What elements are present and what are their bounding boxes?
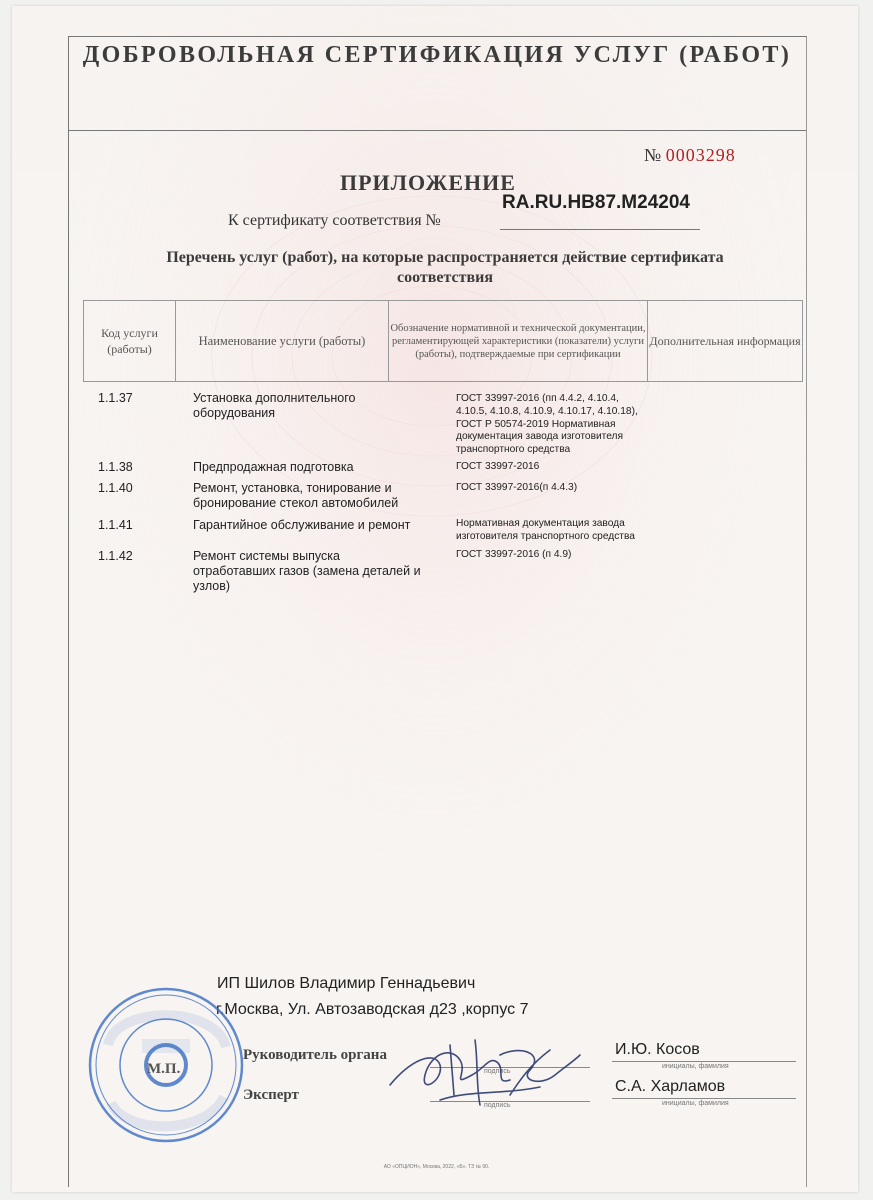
signatures-ink xyxy=(380,1025,590,1115)
service-code: 1.1.41 xyxy=(98,518,133,532)
service-standard: ГОСТ 33997-2016(п 4.4.3) xyxy=(456,482,578,493)
service-name: Гарантийное обслуживание и ремонт xyxy=(193,518,411,532)
header-divider xyxy=(68,130,806,131)
organization-address: г.Москва, Ул. Автозаводская д23 ,корпус 7 xyxy=(216,1001,529,1018)
table-header xyxy=(83,300,803,382)
column-header-standard: Обозначение нормативной и технической документации, регламентирующей характеристики (показатели) услуги (работы), подтверждаемые при сертификации xyxy=(389,301,648,381)
expert-name: С.А. Харламов xyxy=(615,1078,726,1095)
service-code: 1.1.40 xyxy=(98,481,133,495)
certificate-reference-line xyxy=(500,229,700,230)
certificate-reference-value: RA.RU.HB87.M24204 xyxy=(502,192,690,213)
expert-label: Эксперт xyxy=(243,1087,299,1103)
service-code: 1.1.37 xyxy=(98,391,133,405)
appendix-title: ПРИЛОЖЕНИЕ xyxy=(340,170,516,195)
service-standard: Нормативная документация завода изготовителя транспортного средства xyxy=(456,518,635,542)
serial-number-value: 0003298 xyxy=(665,145,736,165)
head-signature-hint: подпись xyxy=(484,1068,511,1075)
service-code: 1.1.42 xyxy=(98,549,133,563)
head-initials-hint: инициалы, фамилия xyxy=(662,1063,729,1070)
expert-signature-hint: подпись xyxy=(484,1102,511,1109)
list-title: Перечень услуг (работ), на которые распространяется действие сертификата соответствия xyxy=(166,249,724,286)
certificate-reference-label: К сертификату соответствия № xyxy=(228,212,441,229)
service-name: Ремонт системы выпуска отработавших газов (замена деталей и узлов) xyxy=(193,549,421,593)
service-name: Установка дополнительного оборудования xyxy=(193,391,356,420)
service-name: Ремонт, установка, тонирование и бронирование стекол автомобилей xyxy=(193,481,399,510)
service-name: Предпродажная подготовка xyxy=(193,460,354,474)
seal-label: М.П. xyxy=(147,1061,181,1077)
head-name: И.Ю. Косов xyxy=(615,1041,700,1058)
column-header-name: Наименование услуги (работы) xyxy=(176,301,389,381)
service-standard: ГОСТ 33997-2016 (п 4.9) xyxy=(456,549,572,560)
document-header: ДОБРОВОЛЬНАЯ СЕРТИФИКАЦИЯ УСЛУГ (РАБОТ) xyxy=(82,42,792,68)
expert-name-line xyxy=(612,1098,796,1099)
organization-name: ИП Шилов Владимир Геннадьевич xyxy=(217,975,476,992)
service-code: 1.1.38 xyxy=(98,460,133,474)
head-of-body-label: Руководитель органа xyxy=(243,1047,387,1063)
column-header-additional: Дополнительная информация xyxy=(649,334,801,348)
column-header-code: Код услуги (работы) xyxy=(84,301,176,381)
service-standard: ГОСТ 33997-2016 (пп 4.4.2, 4.10.4, 4.10.5, 4.10.8, 4.10.9, 4.10.17, 4.10.18), ГОСТ Р 50574-2019 Нормативная документация завода изготовителя транспортного средства xyxy=(456,393,638,456)
expert-initials-hint: инициалы, фамилия xyxy=(662,1100,729,1107)
head-name-line xyxy=(612,1061,796,1062)
printer-imprint: АО «ОПЦИОН», Москва, 2022, «Б». ТЗ № 90. xyxy=(383,1164,490,1170)
serial-number-label: № xyxy=(644,145,662,165)
serial-number xyxy=(644,145,736,166)
service-standard: ГОСТ 33997-2016 xyxy=(456,461,540,472)
